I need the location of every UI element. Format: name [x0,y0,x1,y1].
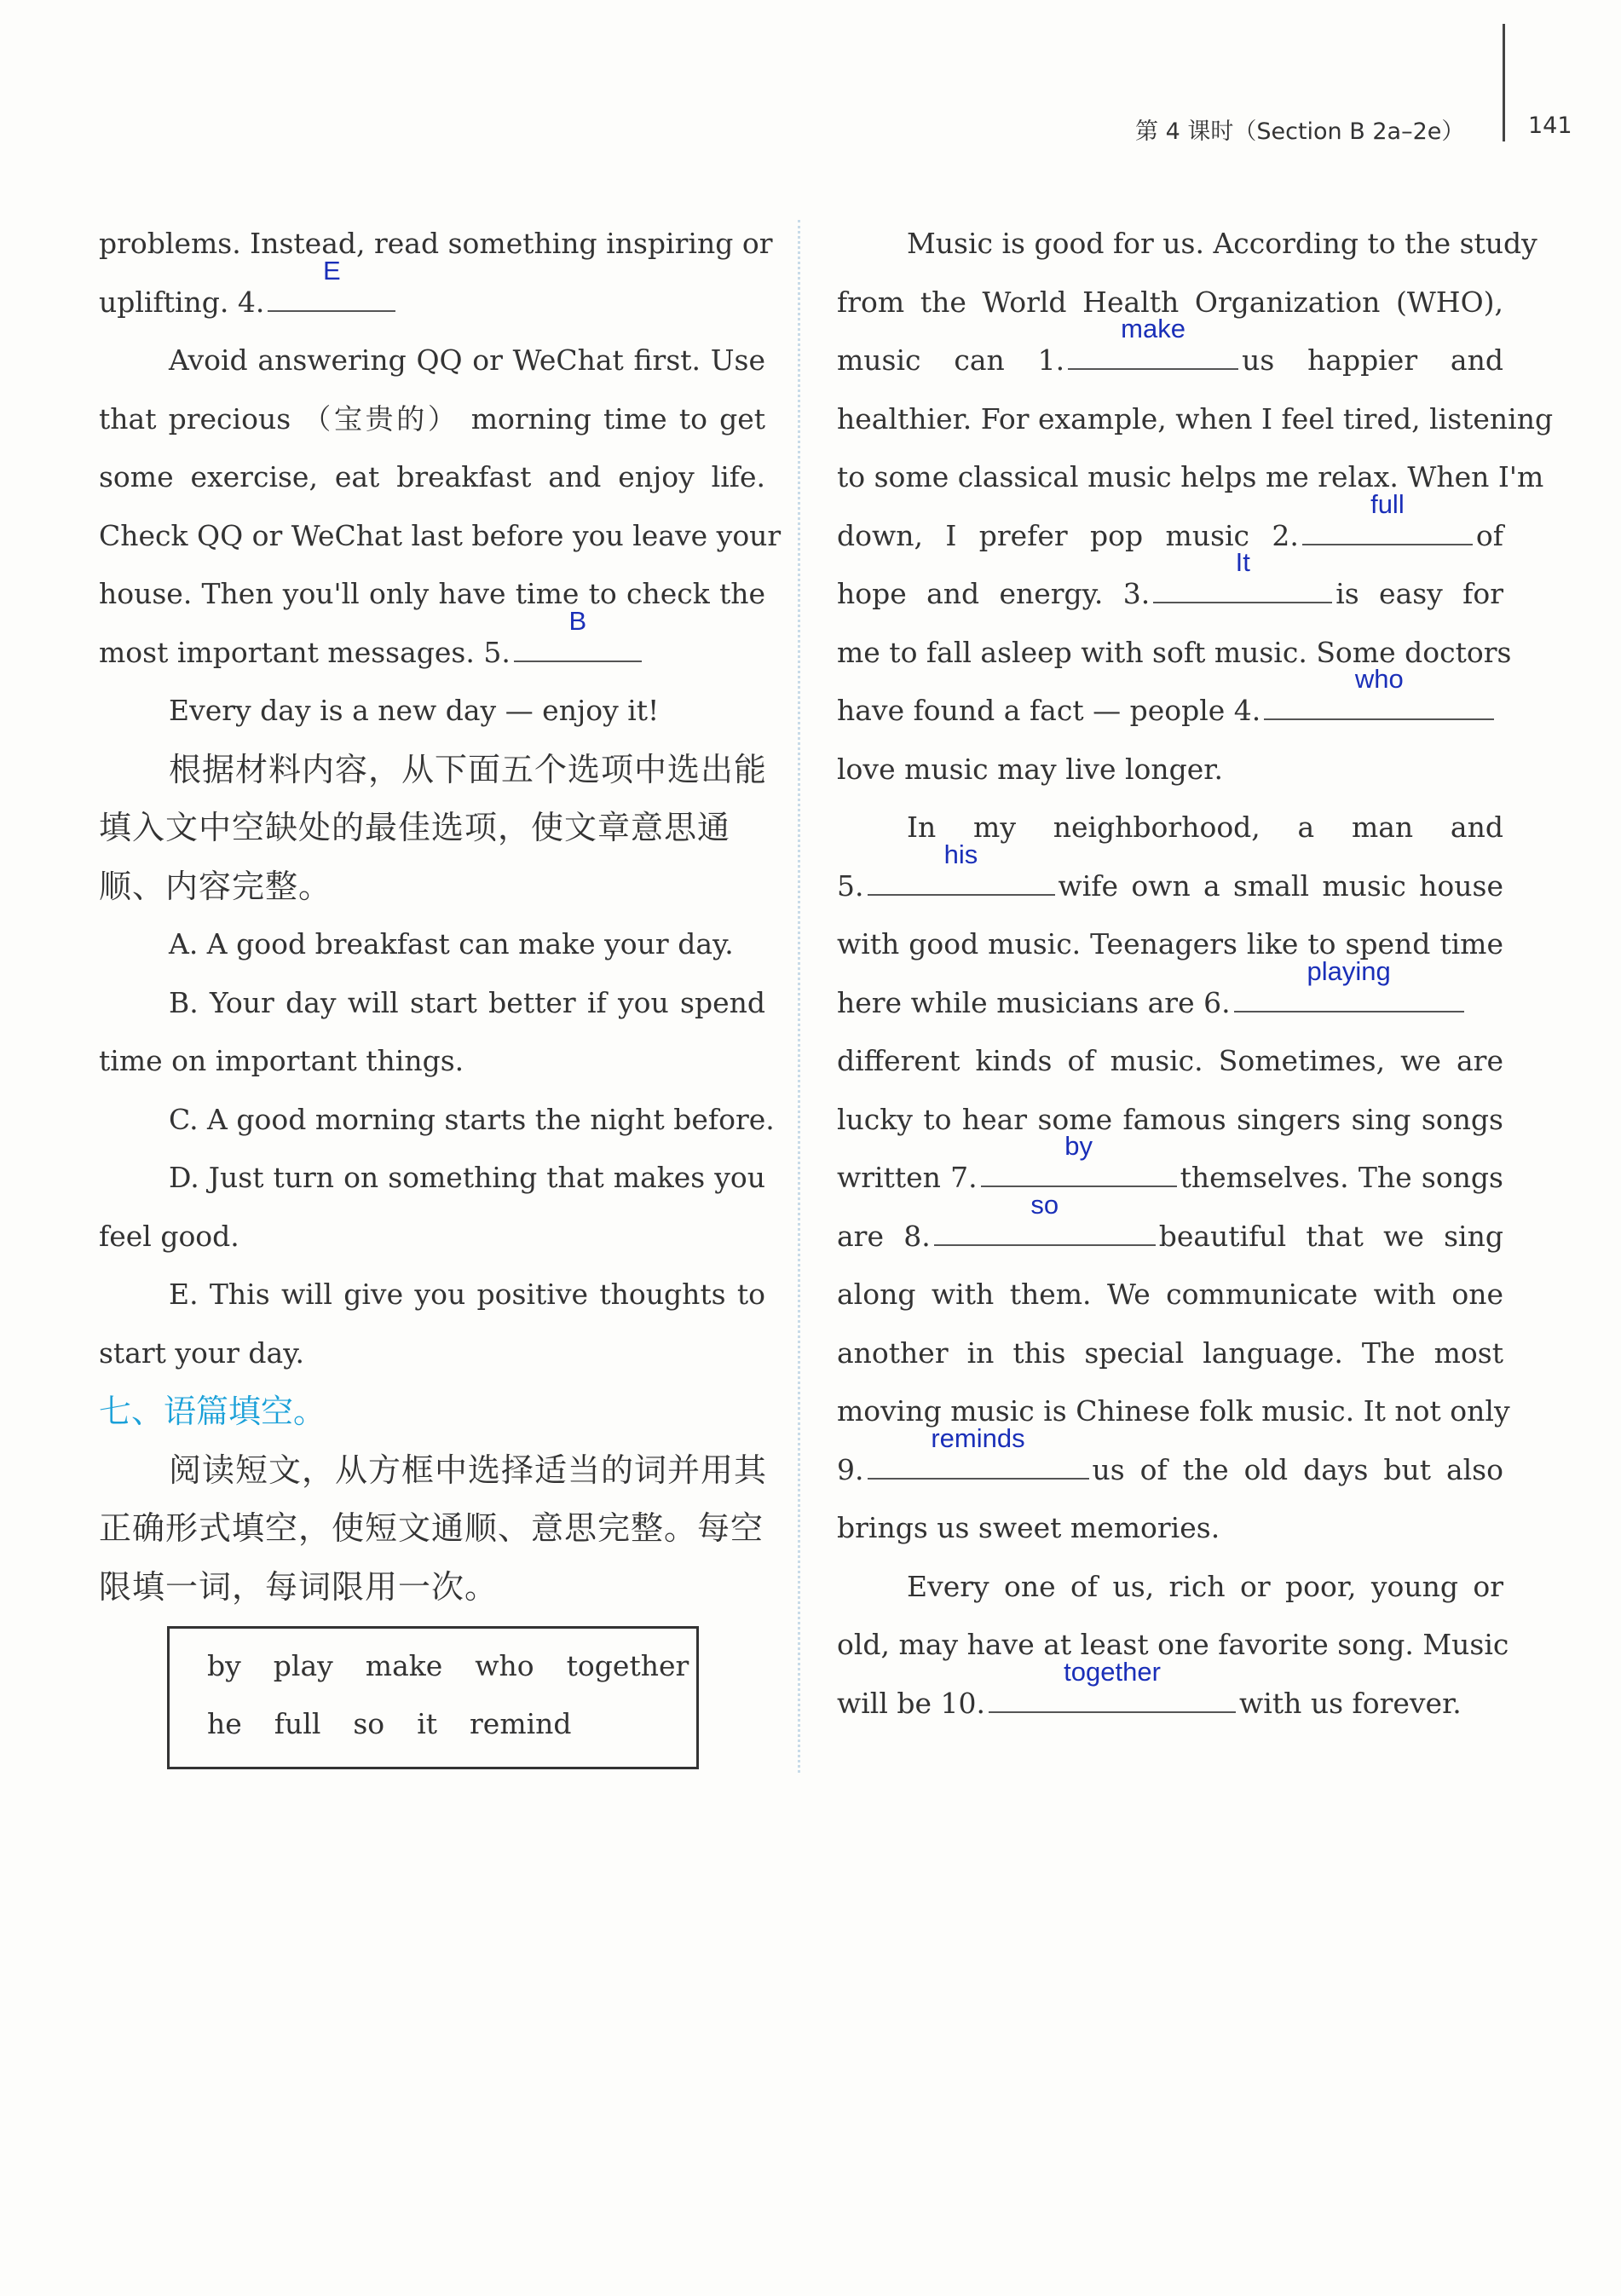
word-bank-word: together [566,1649,689,1682]
passage-line: uplifting. 4. E [99,274,765,332]
passage-line: Check QQ or WeChat last before you leave your [99,518,782,552]
word-bank-box [167,1626,699,1769]
instruction-line: 填入文中空缺处的最佳选项，使文章意思通 [99,809,731,846]
word-bank-row [207,1707,604,1740]
passage-line: will be 10. together with us forever. [837,1656,1462,1720]
option-e[interactable]: E. This will give you positive thoughts to [169,1278,765,1311]
passage-line: that precious （宝贵的） morning time to get [99,401,766,436]
passage-line: most important messages. 5. B [99,624,765,683]
passage-line: here while musicians are 6. playing [837,974,1503,1033]
answer-blank-5r[interactable]: his [868,860,1055,896]
passage-line: old, may have at least one favorite song. Music [837,1628,1509,1661]
passage-line: house. Then you'll only have time to check the [99,577,765,610]
passage-line: 9. reminds us of the old days but also [837,1422,1503,1486]
passage-line: written 7. by themselves. The songs [837,1131,1503,1194]
passage-line: 5. his wife own a small music house [837,839,1503,903]
answer-blank-9[interactable]: reminds [868,1444,1089,1480]
passage-line: me to fall asleep with soft music. Some doctors [837,635,1512,669]
option-b-cont: time on important things. [99,1044,464,1077]
answer-blank-4[interactable]: E [268,276,395,312]
passage-line: some exercise, eat breakfast and enjoy life. [99,460,765,493]
passage-line: problems. Instead, read something inspiring or [99,227,773,260]
passage-line: Every one of us, rich or poor, young or [907,1569,1503,1603]
passage-line: to some classical music helps me relax. When I'm [837,460,1544,493]
instruction-line: 根据材料内容，从下面五个选项中选出能 [169,750,768,788]
word-bank-word: make [365,1649,443,1682]
answer-blank-4r[interactable]: who [1264,684,1494,720]
answer-blank-1[interactable]: make [1068,334,1238,370]
answer-blank-8[interactable]: so [934,1210,1156,1246]
passage-line: Music is good for us. According to the study [907,227,1537,260]
passage-line: another in this special language. The most [837,1335,1503,1370]
passage-line: love music may live longer. [837,752,1223,786]
passage-line: hope and energy. 3. It is easy for [837,547,1503,610]
instruction-line: 顺、内容完整。 [99,867,332,905]
passage-line: down, I prefer pop music 2. full of [837,488,1503,552]
passage-line: moving music is Chinese folk music. It not only [837,1394,1510,1428]
passage-closing: Every day is a new day — enjoy it! [169,694,660,727]
section-title: 七、语篇填空。 [99,1393,326,1430]
passage-line: brings us sweet memories. [837,1511,1220,1544]
word-bank-word: so [353,1707,385,1740]
passage-line: different kinds of music. Sometimes, we are [837,1044,1503,1077]
word-bank-word: full [274,1707,321,1740]
passage-line: along with them. We communicate with one [837,1278,1503,1311]
option-c[interactable]: C. A good morning starts the night before. [169,1102,775,1136]
section-instruction: 限填一词，每词限用一次。 [99,1567,499,1606]
passage-line: with good music. Teenagers like to spend time [837,927,1503,961]
passage-line: have found a fact — people 4. who [837,682,1503,741]
right-column [837,215,1554,1733]
lesson-header: 第 4 课时（Section B 2a–2e） [1135,118,1465,145]
word-bank-word: by [207,1649,241,1682]
word-bank-word: remind [470,1707,572,1740]
passage-line: In my neighborhood, a man and [907,811,1503,844]
answer-blank-6[interactable]: playing [1234,977,1464,1012]
column-divider [798,220,800,1773]
answer-blank-3[interactable]: It [1153,568,1332,603]
section-instruction: 正确形式填空，使短文通顺、意思完整。每空 [99,1509,764,1547]
answer-blank-7[interactable]: by [981,1151,1177,1187]
passage-line: are 8. so beautiful that we sing [837,1189,1503,1253]
section-instruction: 阅读短文，从方框中选择适当的词并用其 [169,1451,768,1489]
option-a[interactable]: A. A good breakfast can make your day. [169,927,734,961]
answer-blank-2[interactable]: full [1302,510,1473,545]
passage-line: Avoid answering QQ or WeChat first. Use [169,343,765,377]
word-bank-word: he [207,1707,242,1740]
answer-blank-5[interactable]: B [514,626,642,662]
header-rule [1503,24,1505,141]
word-bank-word: who [475,1649,534,1682]
word-bank-word: play [273,1649,333,1682]
page-number: 141 [1528,112,1572,139]
option-b[interactable]: B. Your day will start better if you spend [169,985,765,1019]
answer-blank-10[interactable]: together [989,1677,1236,1713]
passage-line: music can 1. make us happier and [837,314,1503,377]
passage-line: from the World Health Organization (WHO), [837,285,1503,319]
passage-line: healthier. For example, when I feel tired, listening [837,401,1554,436]
word-bank-word: it [417,1707,438,1740]
left-column [99,215,782,1616]
option-d-cont: feel good. [99,1219,239,1253]
option-d[interactable]: D. Just turn on something that makes you [169,1161,765,1194]
option-e-cont: start your day. [99,1335,304,1370]
word-bank-row [207,1649,721,1682]
passage-line: lucky to hear some famous singers sing songs [837,1102,1503,1136]
